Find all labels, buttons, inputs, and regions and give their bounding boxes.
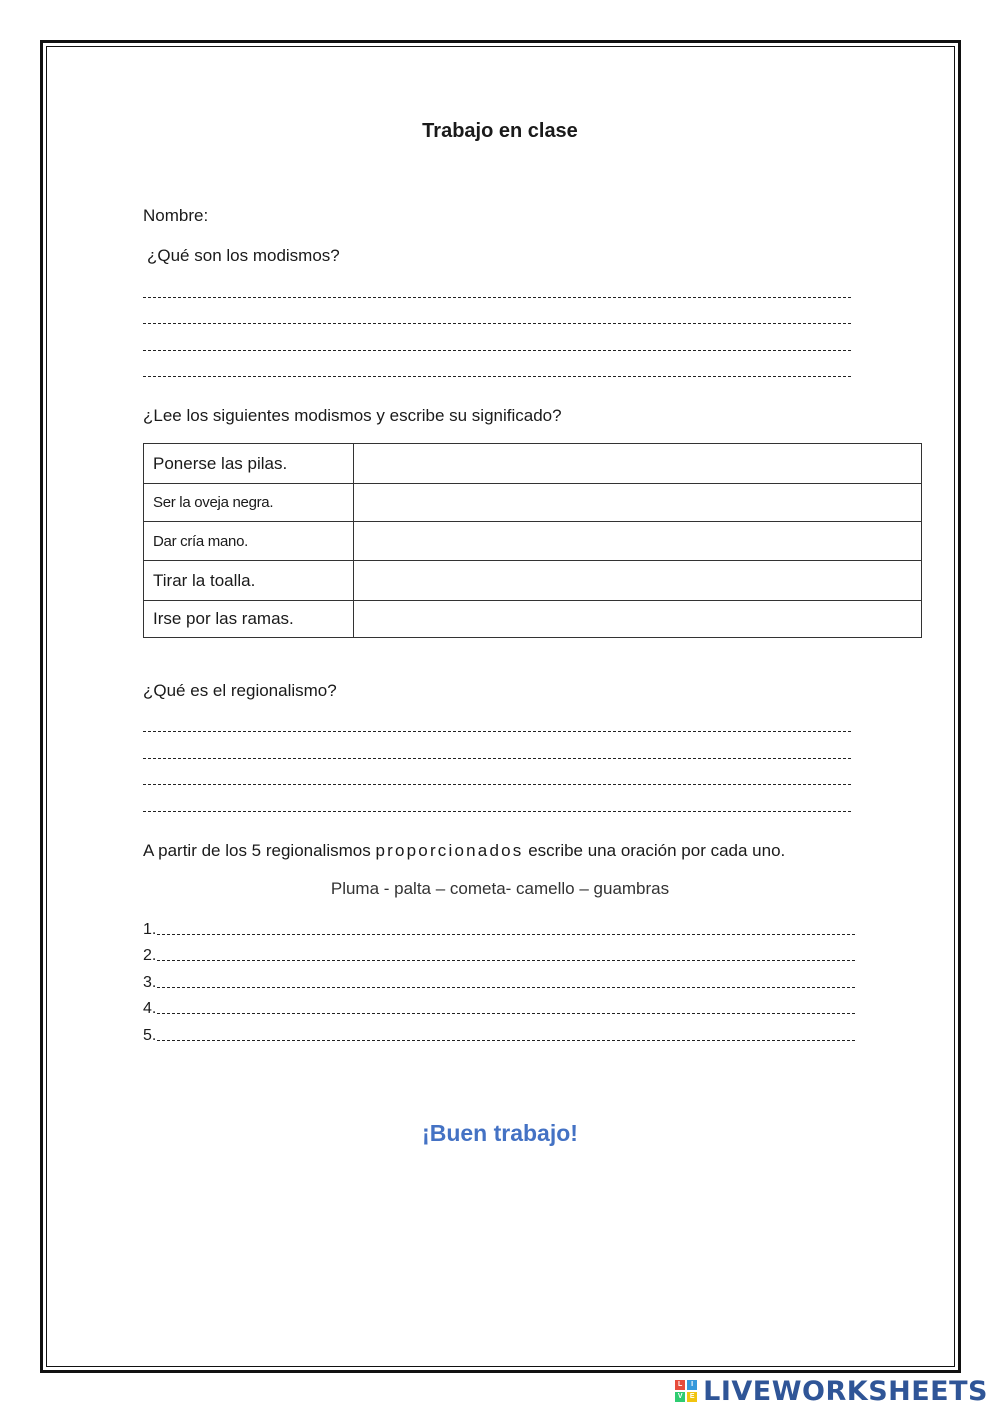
table-row xyxy=(144,561,922,601)
idiom-meaning-cell[interactable] xyxy=(354,561,922,601)
idioms-table xyxy=(143,443,922,638)
idiom-meaning-cell[interactable] xyxy=(354,484,922,522)
sentence-line-1[interactable] xyxy=(143,920,855,940)
line-number: 3. xyxy=(143,974,157,991)
answer-line-3[interactable] xyxy=(143,350,851,351)
sentence-line-2[interactable] xyxy=(143,946,855,966)
sentence-line-4[interactable] xyxy=(143,999,855,1019)
line-number: 4. xyxy=(143,1000,157,1017)
logo-tile: E xyxy=(687,1392,697,1402)
instruction-end: escribe una oración por cada uno. xyxy=(528,841,786,860)
brand-name: LIVEWORKSHEETS xyxy=(703,1375,988,1407)
line-number: 2. xyxy=(143,947,157,964)
idiom-meaning-cell[interactable] xyxy=(354,444,922,484)
answer-line-7[interactable] xyxy=(143,784,851,785)
answer-line-8[interactable] xyxy=(143,811,851,812)
line-number: 1. xyxy=(143,921,157,938)
idiom-term: Irse por las ramas. xyxy=(144,601,354,638)
name-label: Nombre: xyxy=(143,206,209,225)
liveworksheets-brand[interactable] xyxy=(675,1374,988,1408)
question-regionalismo: ¿Qué es el regionalismo? xyxy=(143,681,337,700)
idiom-term: Tirar la toalla. xyxy=(144,561,354,601)
idiom-term: Ser la oveja negra. xyxy=(144,484,354,522)
logo-tile: L xyxy=(675,1380,685,1390)
idioms-instruction: ¿Lee los siguientes modismos y escribe su significado? xyxy=(143,406,562,425)
answer-line-6[interactable] xyxy=(143,758,851,759)
table-row xyxy=(144,601,922,638)
instruction-spaced-word: proporcionados xyxy=(375,841,524,860)
sentence-line-3[interactable] xyxy=(143,973,855,993)
answer-line-2[interactable] xyxy=(143,323,851,324)
table-row xyxy=(144,444,922,484)
answer-line-1[interactable] xyxy=(143,297,851,298)
idiom-meaning-cell[interactable] xyxy=(354,522,922,561)
idiom-meaning-cell[interactable] xyxy=(354,601,922,638)
question-modismos: ¿Qué son los modismos? xyxy=(147,246,340,265)
line-number: 5. xyxy=(143,1027,157,1044)
logo-tile: I xyxy=(687,1380,697,1390)
page-border-inner xyxy=(46,46,955,1367)
idiom-term: Dar cría mano. xyxy=(144,522,354,561)
regionalism-word-list: Pluma - palta – cometa- camello – guambras xyxy=(330,879,670,898)
regionalismos-instruction xyxy=(143,841,785,861)
answer-line-4[interactable] xyxy=(143,376,851,377)
logo-tile: V xyxy=(675,1392,685,1402)
idiom-term: Ponerse las pilas. xyxy=(144,444,354,484)
liveworksheets-logo-icon xyxy=(675,1380,697,1402)
instruction-start: A partir de los 5 regionalismos xyxy=(143,841,371,860)
worksheet-title: Trabajo en clase xyxy=(422,120,578,142)
table-row xyxy=(144,522,922,561)
sentence-line-5[interactable] xyxy=(143,1026,855,1046)
table-row xyxy=(144,484,922,522)
answer-line-5[interactable] xyxy=(143,731,851,732)
closing-message: ¡Buen trabajo! xyxy=(422,1120,578,1146)
